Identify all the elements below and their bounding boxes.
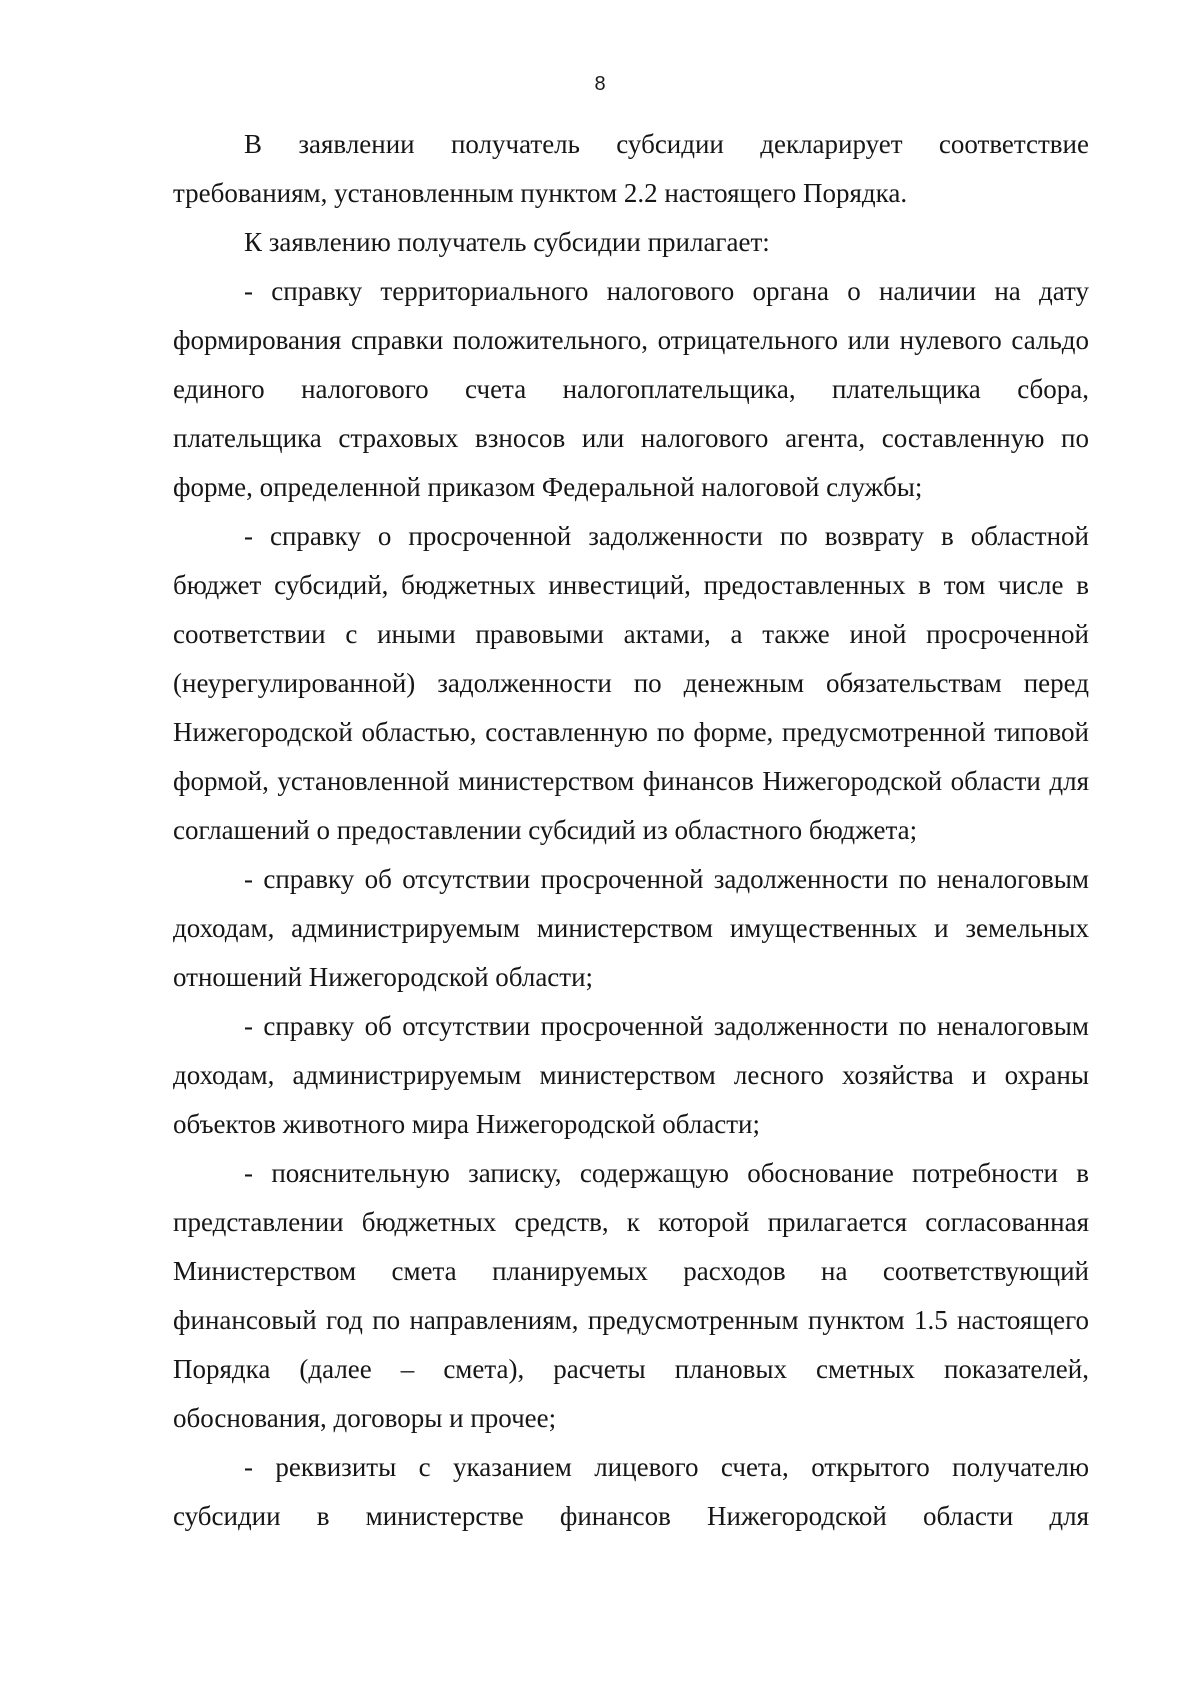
list-item-property-ministry-certificate: - справку об отсутствии просроченной задолженности по неналоговым доходам, администрируемым министерством имущественных и земельных отношений Нижегородской области; xyxy=(173,864,1089,992)
page-number: 8 xyxy=(594,73,606,95)
document-body xyxy=(173,120,1089,1541)
list-item-explanatory-note: - пояснительную записку, содержащую обоснование потребности в представлении бюджетных средств, к которой прилагается согласованная Министерством смета планируемых расходов на соответствующий финансовый год по направлениям, предусмотренным пунктом 1.5 настоящего Порядка (далее – смета), расчеты плановых сметных показателей, обоснования, договоры и прочее; xyxy=(173,1158,1089,1433)
paragraph-attachments-intro: К заявлению получатель субсидии прилагает: xyxy=(244,227,770,257)
list-item-bank-details: - реквизиты с указанием лицевого счета, открытого получателю субсидии в министерстве финансов Нижегородской области для xyxy=(173,1452,1089,1531)
list-item-tax-certificate: - справку территориального налогового органа о наличии на дату формирования справки положительного, отрицательного или нулевого сальдо единого налогового счета налогоплательщика, плательщика сбора, плательщика страховых взносов или налогового агента, составленную по форме, определенной приказом Федеральной налоговой службы; xyxy=(173,276,1089,502)
list-item-forestry-ministry-certificate: - справку об отсутствии просроченной задолженности по неналоговым доходам, администрируемым министерством лесного хозяйства и охраны объектов животного мира Нижегородской области; xyxy=(173,1011,1089,1139)
list-item-overdue-debt-certificate: - справку о просроченной задолженности по возврату в областной бюджет субсидий, бюджетных инвестиций, предоставленных в том числе в соответствии с иными правовыми актами, а также иной просроченной (неурегулированной) задолженности по денежным обязательствам перед Нижегородской областью, составленную по форме, предусмотренной типовой формой, установленной министерством финансов Нижегородской области для соглашений о предоставлении субсидий из областного бюджета; xyxy=(173,521,1089,845)
paragraph-declaration: В заявлении получатель субсидии декларирует соответствие требованиям, установленным пунктом 2.2 настоящего Порядка. xyxy=(173,129,1089,208)
